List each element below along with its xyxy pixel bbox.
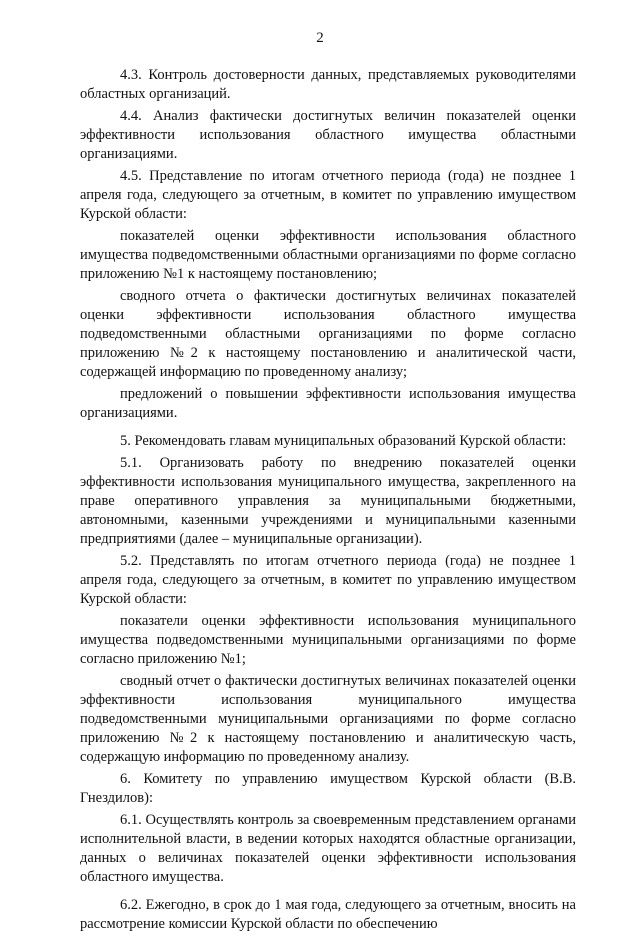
document-body	[80, 66, 576, 937]
paragraph-6-2: 6.2. Ежегодно, в срок до 1 мая года, следующего за отчетным, вносить на рассмотрение комиссии Курской области по обеспечению	[80, 897, 576, 932]
paragraph-4-5: 4.5. Представление по итогам отчетного периода (года) не позднее 1 апреля года, следующего за отчетным, в комитет по управлению имуществом Курской области:	[80, 168, 576, 222]
paragraph-4-3: 4.3. Контроль достоверности данных, представляемых руководителями областных организаций.	[80, 67, 576, 102]
paragraph-5: 5. Рекомендовать главам муниципальных образований Курской области:	[120, 433, 567, 449]
paragraph-4-4: 4.4. Анализ фактически достигнутых величин показателей оценки эффективности использования областного имущества областными организациями.	[80, 108, 576, 162]
paragraph-6: 6. Комитету по управлению имуществом Курской области (В.В. Гнездилов):	[80, 771, 576, 806]
paragraph-4-5-item-3: предложений о повышении эффективности использования имущества организациями.	[80, 386, 576, 421]
paragraph-4-5-item-2: сводного отчета о фактически достигнутых величинах показателей оценки эффективности использования областного имущества подведомственными областными организациями по форме согласно приложению №2 к настоящему постановлению и аналитической части, содержащей информацию по проведенному анализу;	[80, 288, 576, 380]
paragraph-5-2-item-1: показатели оценки эффективности использования муниципального имущества подведомственными муниципальными организациями по форме согласно приложению №1;	[80, 613, 576, 667]
page-number: 2	[316, 30, 324, 46]
paragraph-5-2: 5.2. Представлять по итогам отчетного периода (года) не позднее 1 апреля года, следующего за отчетным, в комитет по управлению имуществом Курской области:	[80, 553, 576, 607]
paragraph-4-5-item-1: показателей оценки эффективности использования областного имущества подведомственными областными организациями по форме согласно приложению №1 к настоящему постановлению;	[80, 228, 576, 282]
paragraph-6-1: 6.1. Осуществлять контроль за своевременным представлением органами исполнительной власти, в ведении которых находятся областные организации, данных о величинах показателей оценки эффективности использования областного имущества.	[80, 812, 576, 885]
paragraph-5-1: 5.1. Организовать работу по внедрению показателей оценки эффективности использования муниципального имущества, закрепленного на праве оперативного управления за муниципальными бюджетными, автономными, казенными учреждениями и муниципальными казенными предприятиями (далее – муниципальные организации).	[80, 455, 576, 547]
paragraph-5-2-item-2: сводный отчет о фактически достигнутых величинах показателей оценки эффективности использования муниципального имущества подведомственными муниципальными организациями по форме согласно приложению №2 к настоящему постановлению и аналитическую часть, содержащую информацию по проведенному анализу.	[80, 673, 576, 765]
